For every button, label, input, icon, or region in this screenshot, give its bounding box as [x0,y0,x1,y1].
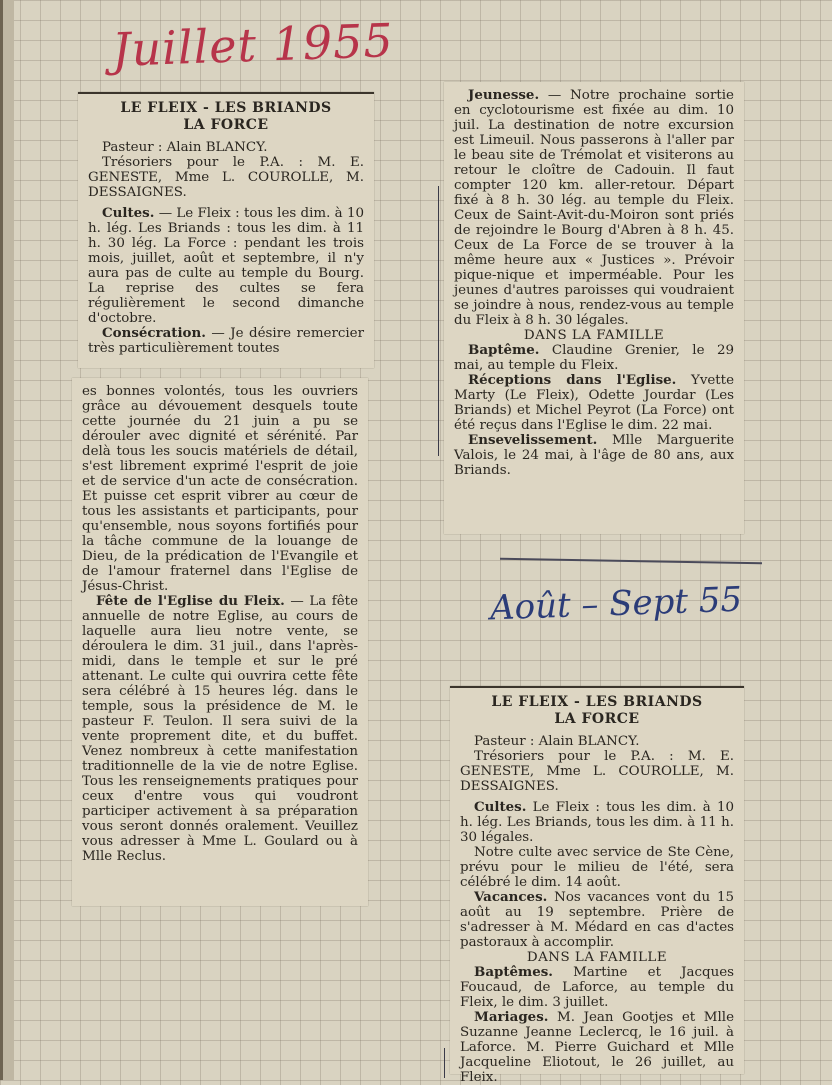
tresoriers-line: Trésoriers pour le P.A. : M. E. GENESTE, Mme L. COUROLLE, M. DESSAIGNES. [88,155,364,200]
pasteur-line: Pasteur : Alain BLANCY. [474,734,640,749]
fete-paragraph [82,594,358,864]
baptemes-paragraph [460,965,734,1010]
vacances-text: Nos vacances vont du 15 août au 19 septembre. Prière de s'adresser à M. Médard en cas d'actes pastoraux à accomplir. [460,890,734,950]
receptions-paragraph [454,373,734,433]
clipping-subtitle: LA FORCE [554,711,640,727]
receptions-text: Yvette Marty (Le Fleix), Odette Jourdar (Les Briands) et Michel Peyrot (La Force) ont été reçus dans l'Eglise le dim. 22 mai. [454,373,734,433]
jeunesse-label: Jeunesse. [468,87,540,103]
bapteme-paragraph [454,343,734,373]
famille-heading: DANS LA FAMILLE [523,328,665,343]
bapteme-text: Claudine Grenier, le 29 mai, au temple du Fleix. [454,343,734,373]
vacances-paragraph [460,890,734,950]
cultes-text: — Le Fleix : tous les dim. à 10 h. lég. Les Briands : tous les dim. à 11 h. 30 lég. La Force : pendant les trois mois, juillet, août et septembre, il n'y aura pas de culte au temple du Bourg. La reprise des cultes se fera régulièrement le second dimanche d'octobre. [88,206,364,326]
clipping-jeunesse [444,82,744,534]
fete-label: Fête de l'Eglise du Fleix. [96,593,285,609]
jeunesse-paragraph [454,88,734,328]
receptions-label: Réceptions dans l'Eglise. [468,372,677,388]
consecration-label: Consécration. [102,325,206,341]
mariages-label: Mariages. [474,1009,549,1025]
ensevelissement-text: Mlle Marguerite Valois, le 24 mai, à l'âge de 80 ans, aux Briands. [454,433,734,478]
handwritten-date-july: Juillet 1955 [111,13,395,77]
cultes-label: Cultes. [474,799,527,815]
cene-paragraph: Notre culte avec service de Ste Cène, prévu pour le milieu de l'été, sera célébré le dim. 14 août. [460,845,734,890]
margin-pen-mark [444,1048,445,1078]
bapteme-label: Baptême. [468,342,540,358]
clipping-parish-august [450,686,744,1085]
pasteur-line: Pasteur : Alain BLANCY. [102,140,268,155]
consecration-paragraph [88,326,364,356]
ensevelissement-label: Ensevelissement. [468,432,598,448]
cultes-paragraph [460,800,734,845]
handwritten-date-august: Août – Sept 55 [489,579,743,629]
tresoriers-line: Trésoriers pour le P.A. : M. E. GENESTE, Mme L. COUROLLE, M. DESSAIGNES. [460,749,734,794]
clipping-title: LE FLEIX - LES BRIANDS [120,100,332,116]
cultes-text: Le Fleix : tous les dim. à 10 h. lég. Les Briands, tous les dim. à 11 h. 30 légales. [460,800,734,845]
mariages-paragraph [460,1010,734,1085]
clipping-title: LE FLEIX - LES BRIANDS [491,694,703,710]
cultes-paragraph [88,206,364,326]
mariages-text: M. Jean Gootjes et Mlle Suzanne Jeanne Leclercq, le 16 juil. à Laforce. M. Pierre Guichard et Mlle Jacqueline Eliotout, le 26 juillet, au Fleix. [460,1010,734,1085]
fete-text: — La fête annuelle de notre Eglise, au cours de laquelle aura lieu notre vente, se déroulera le dim. 31 juil., dans l'après-midi, dans le temple et sur le pré attenant. Le culte qui ouvrira cette fête sera célébré à 15 heures lég. dans le temple, sous la présidence de M. le pasteur F. Teulon. Il sera suivi de la vente proprement dite, et du buffet. Venez nombreux à cette manifestation traditionnelle de la vie de notre Eglise. Tous les renseignements pratiques pour ceux d'entre vous qui voudront participer activement à sa préparation vous seront donnés oralement. Veuillez vous adresser à Mme L. Goulard ou à Mlle Reclus. [82,594,358,864]
consecration-continuation: es bonnes volontés, tous les ouvriers grâce au dévouement desquels toute cette journée du 21 juin a pu se dérouler avec dignité et sérénité. Par delà tous les soucis matériels de détail, s'est librement exprimé l'esprit de joie et de service d'un acte de consécration. Et puisse cet esprit vibrer au cœur de tous les assistants et participants, pour qu'ensemble, nous soyons fortifiés pour la tâche commune de la louange de Dieu, de la prédication de l'Evangile et de l'amour fraternel dans l'Eglise de Jésus-Christ. [82,384,358,594]
famille-heading: DANS LA FAMILLE [526,950,668,965]
clipping-consecration-continued [72,378,368,906]
clipping-parish-header [78,92,374,368]
cultes-label: Cultes. [102,205,155,221]
baptemes-text: Martine et Jacques Foucaud, de Laforce, au temple du Fleix, le dim. 3 juillet. [460,965,734,1010]
vacances-label: Vacances. [474,889,548,905]
pen-divider-line [500,558,762,565]
baptemes-label: Baptêmes. [474,964,553,980]
notebook-margin [0,0,14,1080]
consecration-text: — Je désire remercier très particulièrement toutes [88,326,364,356]
jeunesse-text: — Notre prochaine sortie en cyclotourisme est fixée au dim. 10 juil. La destination de notre excursion est Limeuil. Nous passerons à l'aller par le beau site de Trémolat et visiterons au retour le cloître de Cadouin. Il faut compter 120 km. aller-retour. Départ fixé à 8 h. 30 lég. au temple du Fleix. Ceux de Saint-Avit-du-Moiron sont priés de rejoindre le Bourg d'Abren à 8 h. 45. Ceux de La Force de se trouver à la même heure aux « Justices ». Prévoir pique-nique et imperméable. Pour les jeunes d'autres paroisses qui voudraient se joindre à nous, rendez-vous au temple du Fleix à 8 h. 30 légales. [454,88,734,328]
clipping-subtitle: LA FORCE [183,117,269,133]
margin-pen-mark [438,186,439,456]
ensevelissement-paragraph [454,433,734,478]
